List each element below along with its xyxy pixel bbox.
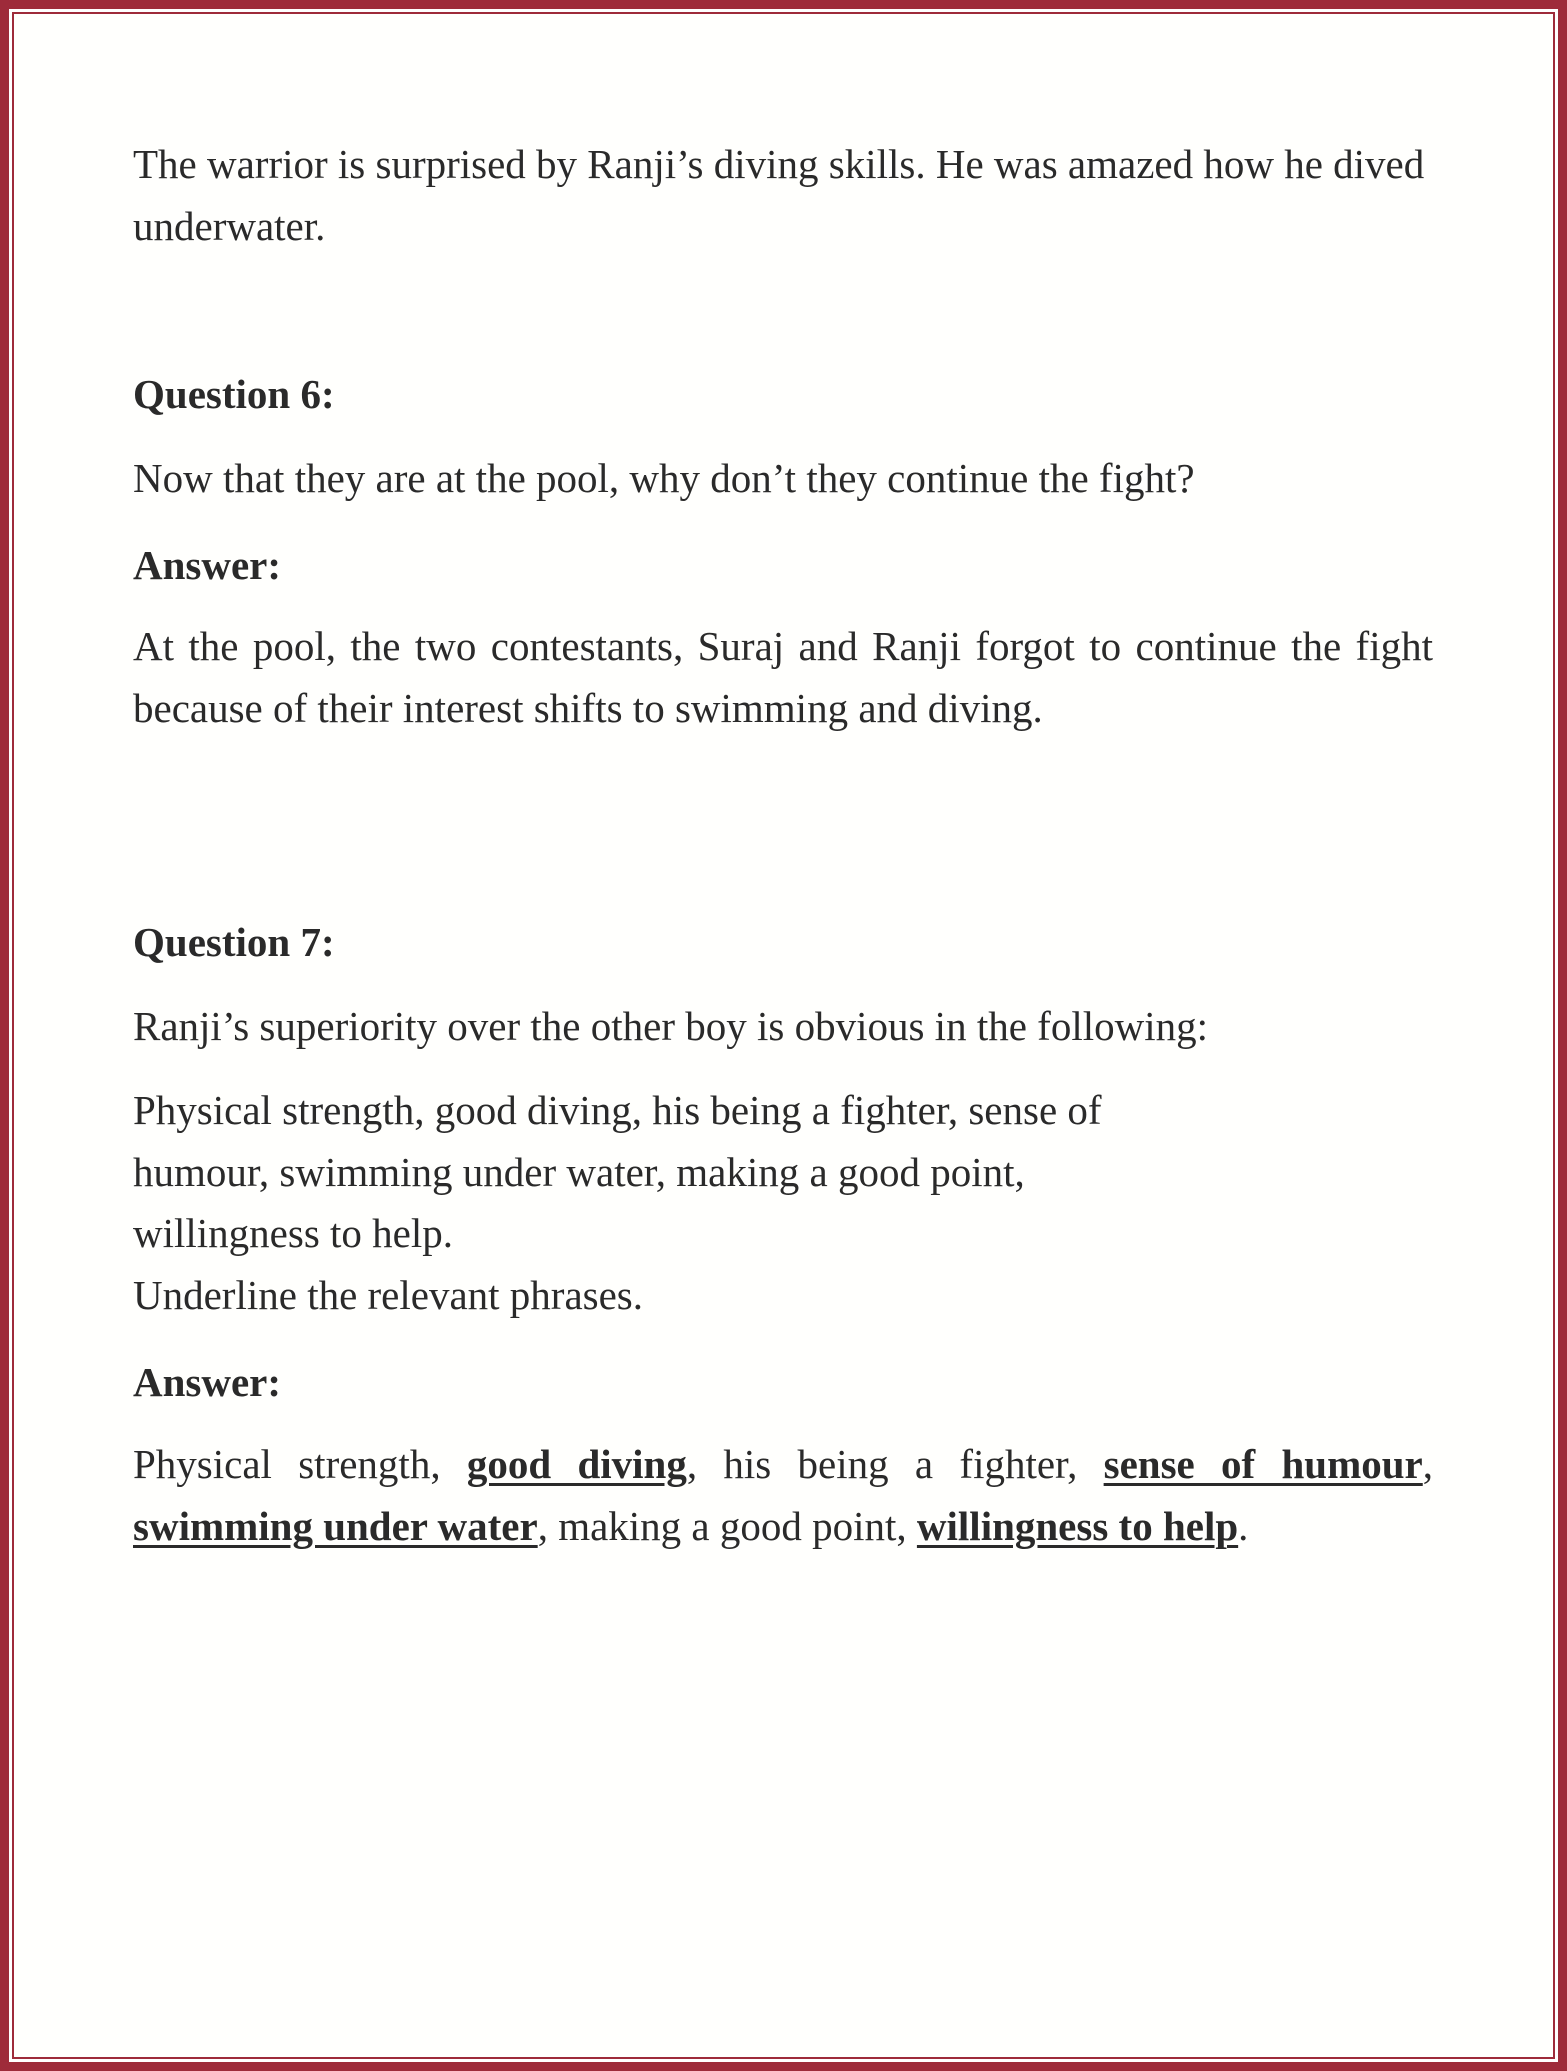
options-line: Physical strength, good diving, his being a fighter, sense of <box>133 1087 1102 1133</box>
question-6-heading: Question 6: <box>133 371 335 417</box>
underlined-phrase: good diving <box>466 1441 687 1487</box>
underlined-phrase: swimming under water <box>133 1502 538 1549</box>
question-6-answer-text: At the pool, the two contestants, Suraj and Ranji forgot to continue the fight because of their interest shifts to swimming and diving. <box>133 623 1433 731</box>
question-7-text: Ranji’s superiority over the other boy is obvious in the following: <box>133 1003 1208 1049</box>
answer-part: , making a good point, <box>537 1502 917 1549</box>
answer-part: . <box>1238 1502 1249 1549</box>
question-6-answer-label: Answer: <box>133 542 282 588</box>
answer-part: , his being a fighter, <box>686 1441 1104 1487</box>
options-line: willingness to help. <box>133 1210 454 1256</box>
question-7-answer-label: Answer: <box>133 1359 282 1405</box>
underlined-phrase: sense of humour <box>1103 1441 1423 1487</box>
previous-answer-text: The warrior is surprised by Ranji’s diving skills. He was amazed how he dived underwater. <box>133 141 1425 249</box>
question-7-answer-text <box>133 1434 1433 1557</box>
answer-part: Physical strength, <box>133 1441 467 1487</box>
options-line: humour, swimming under water, making a good point, <box>133 1148 1025 1195</box>
question-7-instruction: Underline the relevant phrases. <box>133 1271 644 1318</box>
question-7-heading: Question 7: <box>133 919 335 965</box>
question-6-text: Now that they are at the pool, why don’t they continue the fight? <box>133 455 1195 501</box>
question-7-options <box>133 1080 1433 1326</box>
answer-part: , <box>1422 1441 1433 1487</box>
underlined-phrase: willingness to help <box>916 1502 1239 1549</box>
